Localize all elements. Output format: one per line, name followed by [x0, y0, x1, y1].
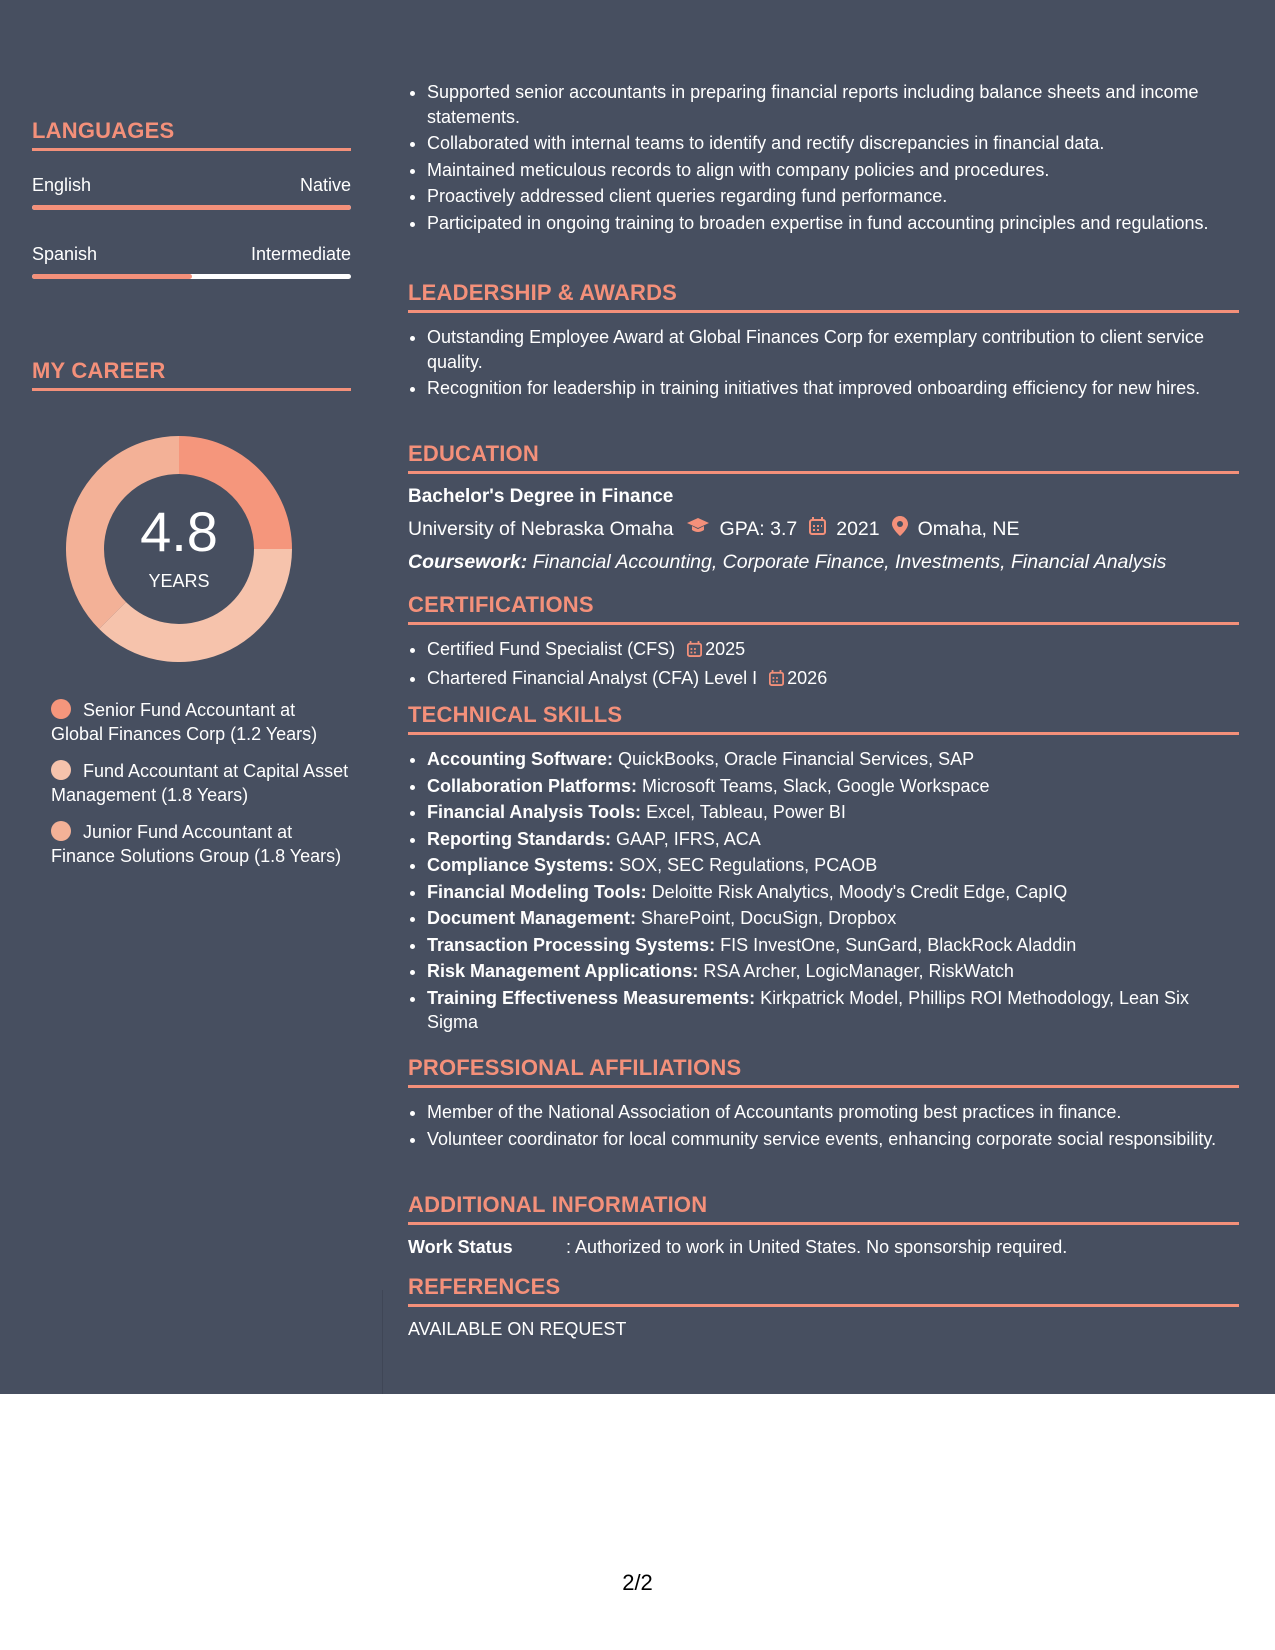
- language-bar-fill: [32, 205, 351, 210]
- skill-value: Excel, Tableau, Power BI: [646, 802, 846, 822]
- experience-bullets: [408, 80, 1239, 235]
- skill-item: [427, 774, 1239, 799]
- list-item: • Recognition for leadership in training initiatives that improved onboarding efficiency for new hires.: [427, 376, 1239, 401]
- skill-item: [427, 827, 1239, 852]
- skill-value: QuickBooks, Oracle Financial Services, SAP: [618, 749, 975, 769]
- skill-value: SharePoint, DocuSign, Dropbox: [641, 908, 897, 928]
- career-legend-item: [51, 820, 351, 868]
- education-year: 2021: [836, 517, 880, 540]
- skill-label: Risk Management Applications:: [427, 961, 699, 981]
- skills-title: TECHNICAL SKILLS: [408, 702, 1239, 735]
- legend-dot: [51, 821, 71, 841]
- skill-label: Document Management:: [427, 908, 637, 928]
- skill-value: FIS InvestOne, SunGard, BlackRock Aladdin: [720, 934, 1077, 955]
- language-name: Spanish: [32, 244, 98, 264]
- references-section: [408, 1274, 1239, 1340]
- list-item: • Collaborated with internal teams to identify and rectify discrepancies in financial data.: [427, 131, 1239, 156]
- leadership-list: [408, 325, 1239, 401]
- skill-value: RSA Archer, LogicManager, RiskWatch: [703, 961, 1014, 981]
- career-legend: [51, 698, 351, 881]
- additional-info-title: ADDITIONAL INFORMATION: [408, 1192, 1239, 1225]
- calendar-icon: [687, 639, 702, 664]
- career-years-unit: YEARS: [148, 571, 210, 591]
- column-divider: [382, 1290, 383, 1394]
- career-legend-item: [51, 698, 351, 746]
- certifications-list: [408, 637, 1239, 692]
- skill-value: Deloitte Risk Analytics, Moody's Credit Edge, CapIQ: [651, 881, 1068, 902]
- certification-name: Certified Fund Specialist (CFS): [427, 639, 676, 659]
- graduation-cap-icon: [686, 517, 710, 541]
- certification-year: 2025: [705, 639, 746, 659]
- career-title: MY CAREER: [32, 358, 351, 391]
- skill-item: [427, 933, 1239, 958]
- language-bar-fill: [32, 274, 192, 279]
- references-title: REFERENCES: [408, 1274, 1239, 1307]
- list-item: • Maintained meticulous records to align with company policies and procedures.: [427, 158, 1239, 183]
- skill-item: [427, 880, 1239, 905]
- work-status-value: : Authorized to work in United States. No sponsorship required.: [566, 1237, 1068, 1257]
- leadership-title: LEADERSHIP & AWARDS: [408, 280, 1239, 313]
- certification-year: 2026: [787, 667, 828, 688]
- skill-label: Reporting Standards:: [427, 828, 612, 849]
- language-bar: [32, 205, 351, 210]
- language-level: Intermediate: [250, 244, 351, 264]
- skill-item: [427, 800, 1239, 825]
- list-item: • Member of the National Association of Accountants promoting best practices in finance.: [427, 1100, 1239, 1125]
- affiliations-title: PROFESSIONAL AFFILIATIONS: [408, 1055, 1239, 1088]
- career-legend-item: [51, 759, 351, 807]
- calendar-icon: [769, 668, 784, 693]
- skill-label: Compliance Systems:: [427, 855, 615, 875]
- education-degree: Bachelor's Degree in Finance: [408, 486, 674, 507]
- skill-value: GAAP, IFRS, ACA: [616, 828, 761, 849]
- list-item: [427, 666, 1239, 693]
- additional-info-section: [408, 1192, 1239, 1258]
- skill-item: [427, 906, 1239, 931]
- certification-name: Chartered Financial Analyst (CFA) Level I: [427, 667, 758, 688]
- list-item: • Participated in ongoing training to broaden expertise in fund accounting principles and regulations.: [427, 211, 1239, 236]
- skills-section: [408, 702, 1239, 1037]
- donut-segment-2: [99, 549, 292, 662]
- legend-label: Senior Fund Accountant at Global Finances Corp (1.2 Years): [51, 700, 318, 744]
- leadership-section: [408, 280, 1239, 403]
- list-item: • Outstanding Employee Award at Global Finances Corp for exemplary contribution to client service quality.: [427, 325, 1239, 374]
- list-item: • Proactively addressed client queries regarding fund performance.: [427, 184, 1239, 209]
- skill-label: Financial Analysis Tools:: [427, 802, 642, 822]
- references-text: AVAILABLE ON REQUEST: [408, 1319, 627, 1339]
- coursework-list: Financial Accounting, Corporate Finance, Investments, Financial Analysis: [532, 551, 1167, 573]
- language-level: Native: [299, 175, 351, 195]
- skill-label: Training Effectiveness Measurements:: [427, 987, 756, 1008]
- list-item: • Volunteer coordinator for local community service events, enhancing corporate social responsibility.: [427, 1127, 1239, 1152]
- certifications-title: CERTIFICATIONS: [408, 592, 1239, 625]
- work-status-row: [408, 1237, 1239, 1258]
- language-name: English: [32, 175, 92, 195]
- education-title: EDUCATION: [408, 441, 1239, 474]
- languages-title: LANGUAGES: [32, 118, 351, 151]
- legend-dot: [51, 699, 71, 719]
- skill-item: [427, 959, 1239, 984]
- skill-value: Kirkpatrick Model, Phillips ROI Methodology, Lean Six Sigma: [427, 987, 1189, 1032]
- education-location: Omaha, NE: [917, 517, 1020, 540]
- certifications-section: [408, 592, 1239, 694]
- location-pin-icon: [892, 516, 908, 542]
- skill-label: Accounting Software:: [427, 749, 614, 769]
- skill-value: SOX, SEC Regulations, PCAOB: [619, 855, 878, 875]
- experience-continued: [408, 80, 1239, 237]
- education-school: University of Nebraska Omaha: [408, 517, 674, 540]
- list-item: [427, 637, 1239, 664]
- legend-label: Junior Fund Accountant at Finance Solutions Group (1.8 Years): [51, 822, 342, 866]
- language-bar: [32, 274, 351, 279]
- skill-label: Transaction Processing Systems:: [427, 934, 716, 955]
- skill-label: Financial Modeling Tools:: [427, 881, 647, 902]
- legend-dot: [51, 760, 71, 780]
- career-total-years: 4.8: [140, 500, 218, 563]
- education-coursework: [408, 551, 1239, 574]
- education-section: [408, 441, 1239, 574]
- skill-item: [427, 853, 1239, 878]
- education-details: [408, 516, 1239, 542]
- legend-label: Fund Accountant at Capital Asset Management (1.8 Years): [51, 761, 349, 805]
- skill-label: Collaboration Platforms:: [427, 775, 638, 796]
- skill-item: [427, 747, 1239, 772]
- education-gpa: GPA: 3.7: [719, 517, 798, 540]
- coursework-label: Coursework:: [408, 551, 528, 573]
- affiliations-list: [408, 1100, 1239, 1151]
- affiliations-section: [408, 1055, 1239, 1153]
- calendar-icon: [809, 517, 826, 541]
- skill-value: Microsoft Teams, Slack, Google Workspace: [642, 775, 990, 796]
- list-item: • Supported senior accountants in preparing financial reports including balance sheets and income statements.: [427, 80, 1239, 129]
- skills-list: [408, 747, 1239, 1035]
- work-status-label: Work Status: [408, 1237, 513, 1257]
- skill-item: [427, 986, 1239, 1035]
- page-number: 2/2: [622, 1570, 653, 1595]
